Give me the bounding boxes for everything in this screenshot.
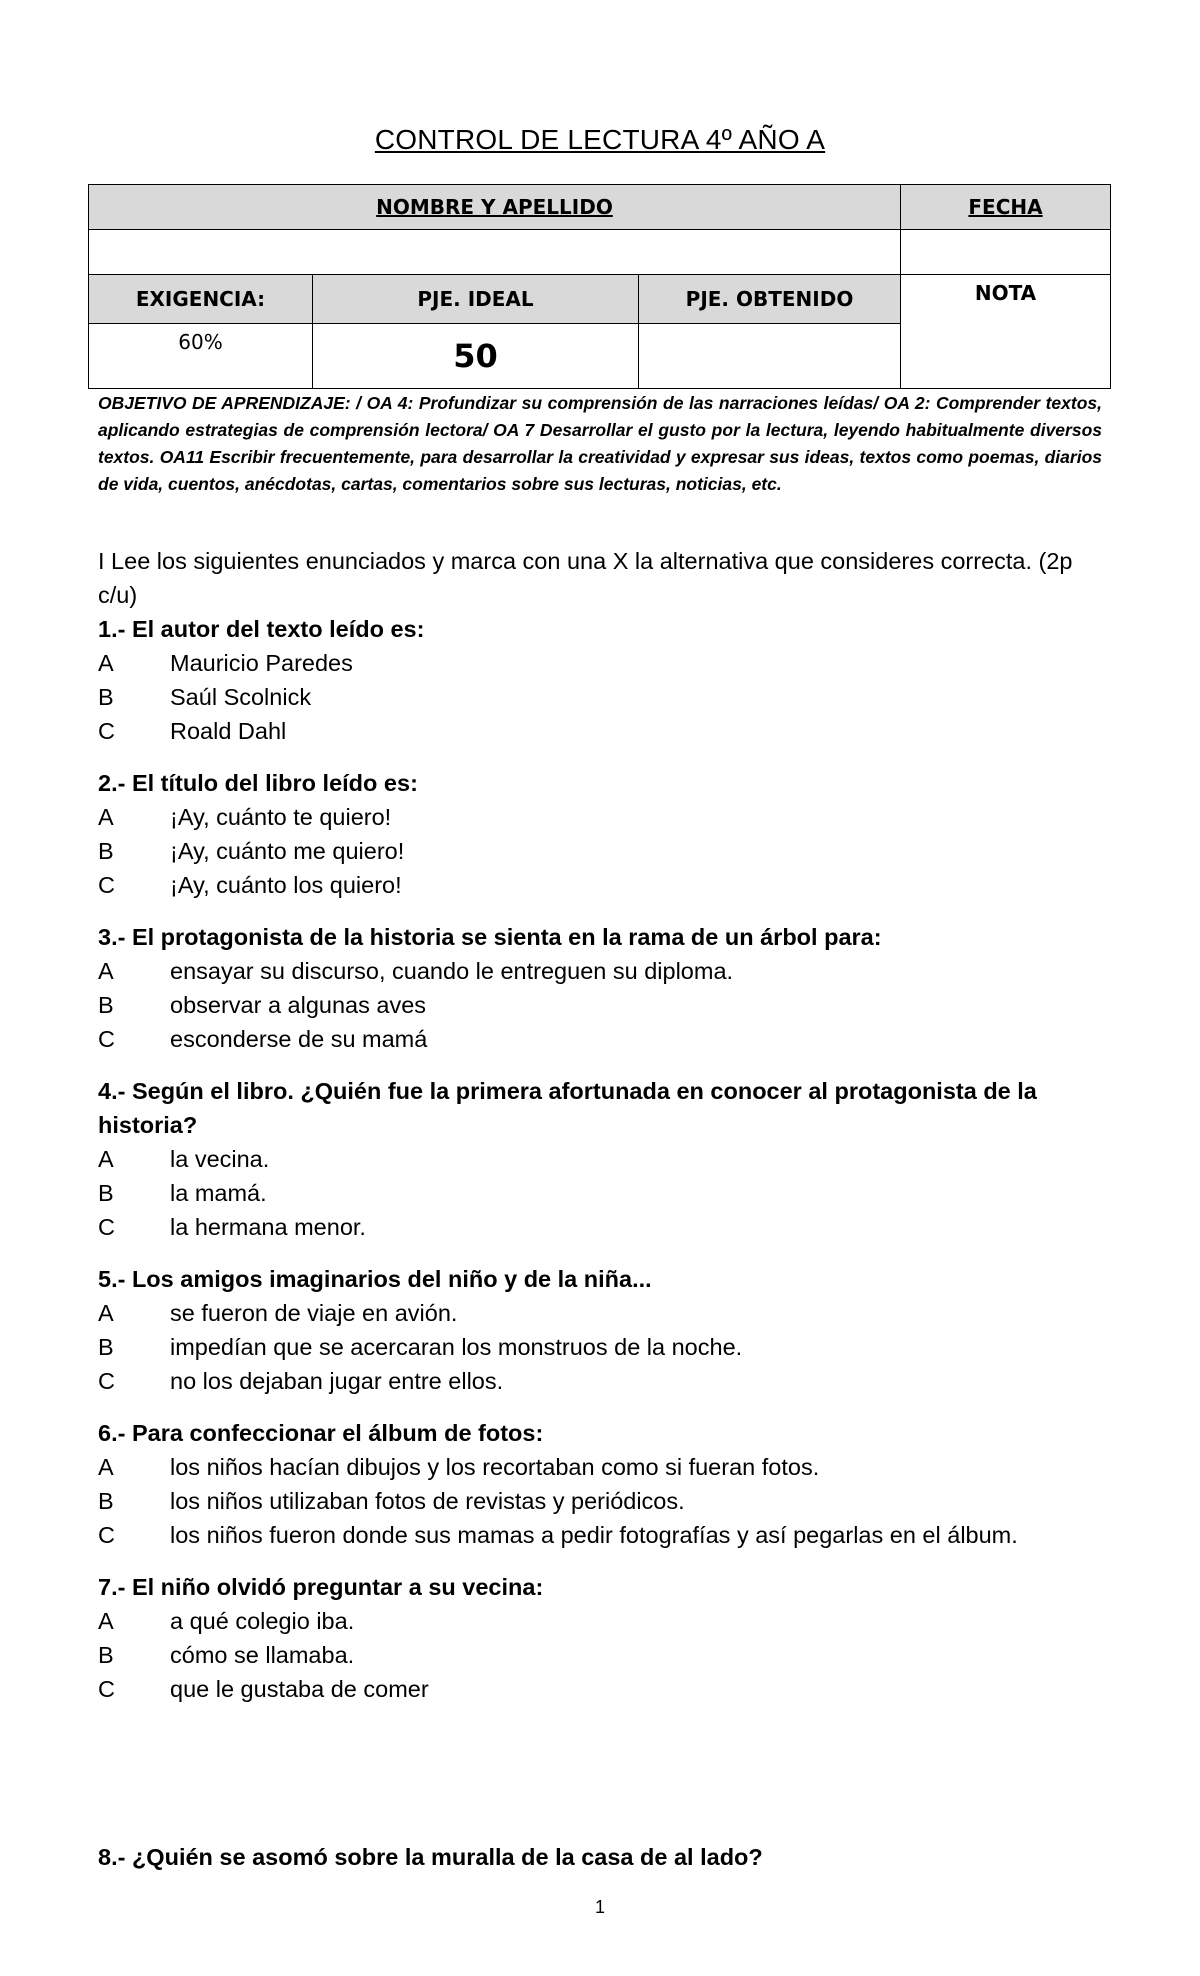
question-3 xyxy=(98,920,1118,1056)
option-letter: C xyxy=(98,1026,115,1052)
option-text: ensayar su discurso, cuando le entreguen su diploma. xyxy=(170,958,734,984)
option-b[interactable] xyxy=(98,1176,1118,1210)
grade-cell[interactable] xyxy=(901,275,1111,389)
option-c[interactable] xyxy=(98,1672,1118,1706)
option-letter: A xyxy=(98,650,114,676)
option-letter: B xyxy=(98,1488,114,1514)
option-letter: A xyxy=(98,804,114,830)
option-letter: B xyxy=(98,1180,114,1206)
question-1 xyxy=(98,612,1118,748)
option-text: los niños fueron donde sus mamas a pedir fotografías y así pegarlas en el álbum. xyxy=(170,1522,1018,1548)
option-letter: B xyxy=(98,684,114,710)
option-text: la vecina. xyxy=(170,1146,270,1172)
question-7 xyxy=(98,1570,1118,1706)
requirement-value: 60% xyxy=(89,324,313,389)
question-text: 4.- Según el libro. ¿Quién fue la primera afortunada en conocer al protagonista de la historia? xyxy=(98,1078,1037,1138)
option-text: la mamá. xyxy=(170,1180,267,1206)
learning-objective: OBJETIVO DE APRENDIZAJE: / OA 4: Profundizar su comprensión de las narraciones leídas/ OA 2: Comprender textos, aplicando estrategias de comprensión lectora/ OA 7 Desarrollar el gusto por la lectura, leyendo habitualmente diversos textos. OA11 Escribir frecuentemente, para desarrollar la creatividad y expresar sus ideas, textos como poemas, diarios de vida, cuentos, anécdotas, cartas, comentarios sobre sus lecturas, noticias, etc. xyxy=(98,393,1102,494)
option-text: ¡Ay, cuánto me quiero! xyxy=(170,838,405,864)
date-label: FECHA xyxy=(968,195,1043,219)
question-text: 3.- El protagonista de la historia se sienta en la rama de un árbol para: xyxy=(98,924,882,950)
option-text: Roald Dahl xyxy=(170,718,287,744)
option-c[interactable] xyxy=(98,1022,1118,1056)
question-8: 8.- ¿Quién se asomó sobre la muralla de la casa de al lado? xyxy=(98,1844,763,1870)
option-text: la hermana menor. xyxy=(170,1214,366,1240)
page-number: 1 xyxy=(594,1897,605,1917)
page-title: CONTROL DE LECTURA 4º AÑO A xyxy=(374,124,826,155)
option-b[interactable] xyxy=(98,1484,1118,1518)
option-c[interactable] xyxy=(98,1364,1118,1398)
grade-label: NOTA xyxy=(974,281,1037,305)
option-c[interactable] xyxy=(98,1518,1118,1552)
ideal-score-label: PJE. IDEAL xyxy=(313,275,639,324)
option-b[interactable] xyxy=(98,1330,1118,1364)
option-a[interactable] xyxy=(98,954,1118,988)
obtained-score-label: PJE. OBTENIDO xyxy=(639,275,901,324)
option-b[interactable] xyxy=(98,834,1118,868)
question-text: 6.- Para confeccionar el álbum de fotos: xyxy=(98,1420,544,1446)
option-text: ¡Ay, cuánto te quiero! xyxy=(170,804,392,830)
question-6 xyxy=(98,1416,1118,1552)
question-2 xyxy=(98,766,1118,902)
question-text: 5.- Los amigos imaginarios del niño y de la niña... xyxy=(98,1266,652,1292)
option-letter: A xyxy=(98,1146,114,1172)
question-4 xyxy=(98,1074,1118,1244)
option-text: ¡Ay, cuánto los quiero! xyxy=(170,872,402,898)
option-a[interactable] xyxy=(98,800,1118,834)
option-text: Mauricio Paredes xyxy=(170,650,353,676)
option-letter: C xyxy=(98,1676,115,1702)
option-letter: A xyxy=(98,1454,114,1480)
obtained-score-field[interactable] xyxy=(639,324,901,389)
option-a[interactable] xyxy=(98,1604,1118,1638)
option-letter: C xyxy=(98,1368,115,1394)
option-a[interactable] xyxy=(98,1142,1118,1176)
option-b[interactable] xyxy=(98,988,1118,1022)
question-text: 2.- El título del libro leído es: xyxy=(98,770,418,796)
option-letter: A xyxy=(98,1608,114,1634)
option-c[interactable] xyxy=(98,1210,1118,1244)
option-text: a qué colegio iba. xyxy=(170,1608,355,1634)
option-letter: C xyxy=(98,1522,115,1548)
option-letter: C xyxy=(98,718,115,744)
header-table xyxy=(88,184,1111,389)
option-text: los niños hacían dibujos y los recortaban como si fueran fotos. xyxy=(170,1454,820,1480)
option-text: cómo se llamaba. xyxy=(170,1642,355,1668)
ideal-score-value: 50 xyxy=(313,324,639,389)
option-text: esconderse de su mamá xyxy=(170,1026,428,1052)
option-a[interactable] xyxy=(98,1296,1118,1330)
option-b[interactable] xyxy=(98,1638,1118,1672)
option-c[interactable] xyxy=(98,714,1118,748)
date-field[interactable] xyxy=(901,230,1111,275)
option-letter: B xyxy=(98,992,114,1018)
option-b[interactable] xyxy=(98,680,1118,714)
option-letter: C xyxy=(98,872,115,898)
question-text: 7.- El niño olvidó preguntar a su vecina: xyxy=(98,1574,544,1600)
option-text: que le gustaba de comer xyxy=(170,1676,429,1702)
option-a[interactable] xyxy=(98,1450,1118,1484)
option-letter: A xyxy=(98,1300,114,1326)
option-text: Saúl Scolnick xyxy=(170,684,312,710)
name-header-cell xyxy=(89,185,901,230)
question-text: 1.- El autor del texto leído es: xyxy=(98,616,425,642)
option-letter: B xyxy=(98,1334,114,1360)
option-text: observar a algunas aves xyxy=(170,992,427,1018)
option-text: no los dejaban jugar entre ellos. xyxy=(170,1368,504,1394)
requirement-label: EXIGENCIA: xyxy=(89,275,313,324)
option-letter: C xyxy=(98,1214,115,1240)
option-text: los niños utilizaban fotos de revistas y periódicos. xyxy=(170,1488,685,1514)
option-letter: A xyxy=(98,958,114,984)
question-5 xyxy=(98,1262,1118,1398)
option-letter: B xyxy=(98,1642,114,1668)
date-header-cell xyxy=(901,185,1111,230)
option-text: impedían que se acercaran los monstruos de la noche. xyxy=(170,1334,743,1360)
name-label: NOMBRE Y APELLIDO xyxy=(376,195,613,219)
option-a[interactable] xyxy=(98,646,1118,680)
option-c[interactable] xyxy=(98,868,1118,902)
name-field[interactable] xyxy=(89,230,901,275)
questions-section xyxy=(98,544,1118,1706)
option-text: se fueron de viaje en avión. xyxy=(170,1300,458,1326)
option-letter: B xyxy=(98,838,114,864)
instructions: I Lee los siguientes enunciados y marca con una X la alternativa que consideres correcta. (2p c/u) xyxy=(98,548,1073,608)
